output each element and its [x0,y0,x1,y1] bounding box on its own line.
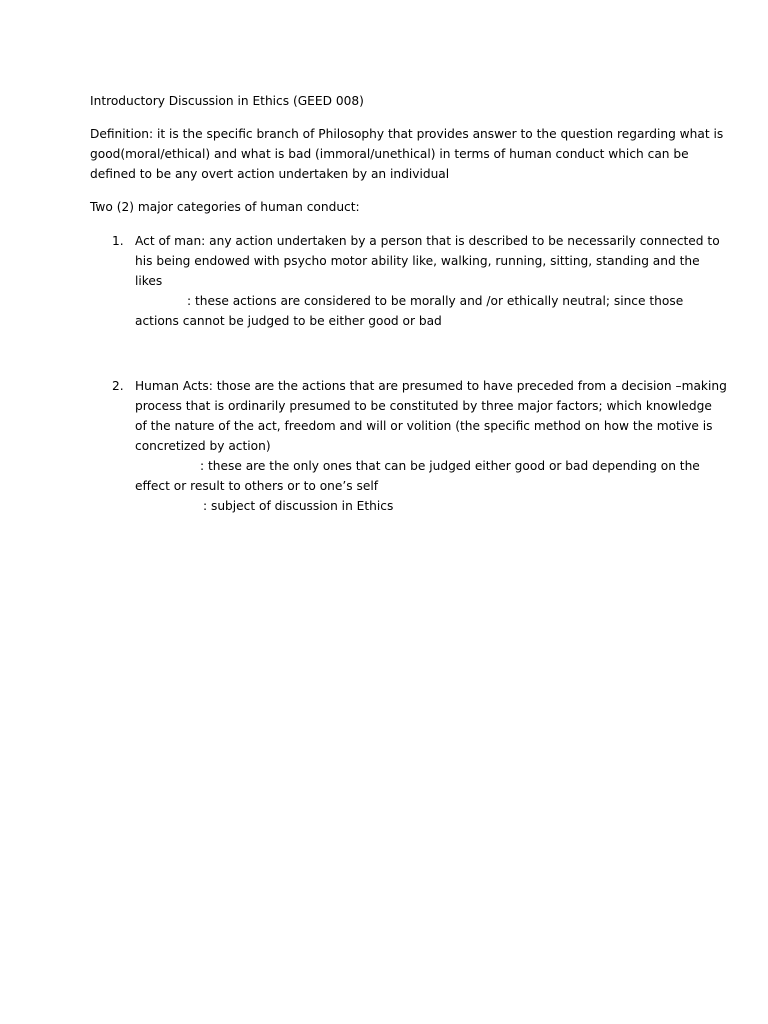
item-line: his being endowed with psycho motor ability like, walking, running, sitting, standing and the [135,254,700,268]
document-title: Introductory Discussion in Ethics (GEED 008) [90,94,364,108]
definition-line: Definition: it is the specific branch of Philosophy that provides answer to the question regarding what is [90,127,724,141]
list-item-human-acts [90,376,727,516]
item-line: Act of man: any action undertaken by a person that is described to be necessarily connected to [135,234,720,248]
item-note-continued: actions cannot be judged to be either good or bad [135,314,442,328]
item-note-continued: effect or result to others or to one’s self [135,479,378,493]
list-number: 1. [112,234,124,248]
definition-line: good(moral/ethical) and what is bad (immoral/unethical) in terms of human conduct which can be [90,147,689,161]
item-line: likes [135,274,163,288]
list-item-act-of-man [90,231,720,331]
definition-line: defined to be any overt action undertaken by an individual [90,167,450,181]
definition-paragraph [90,124,724,184]
item-note: : these are the only ones that can be judged either good or bad depending on the [200,459,700,473]
document-page [90,91,727,516]
item-line: concretized by action) [135,439,271,453]
item-note-extra: : subject of discussion in Ethics [203,499,394,513]
item-note: : these actions are considered to be morally and /or ethically neutral; since those [187,294,684,308]
list-number: 2. [112,379,124,393]
categories-intro: Two (2) major categories of human conduct: [90,200,360,214]
item-line: process that is ordinarily presumed to be constituted by three major factors; which knowledge [135,399,712,413]
item-line: of the nature of the act, freedom and will or volition (the specific method on how the motive is [135,419,713,433]
item-line: Human Acts: those are the actions that are presumed to have preceded from a decision –making [135,379,727,393]
